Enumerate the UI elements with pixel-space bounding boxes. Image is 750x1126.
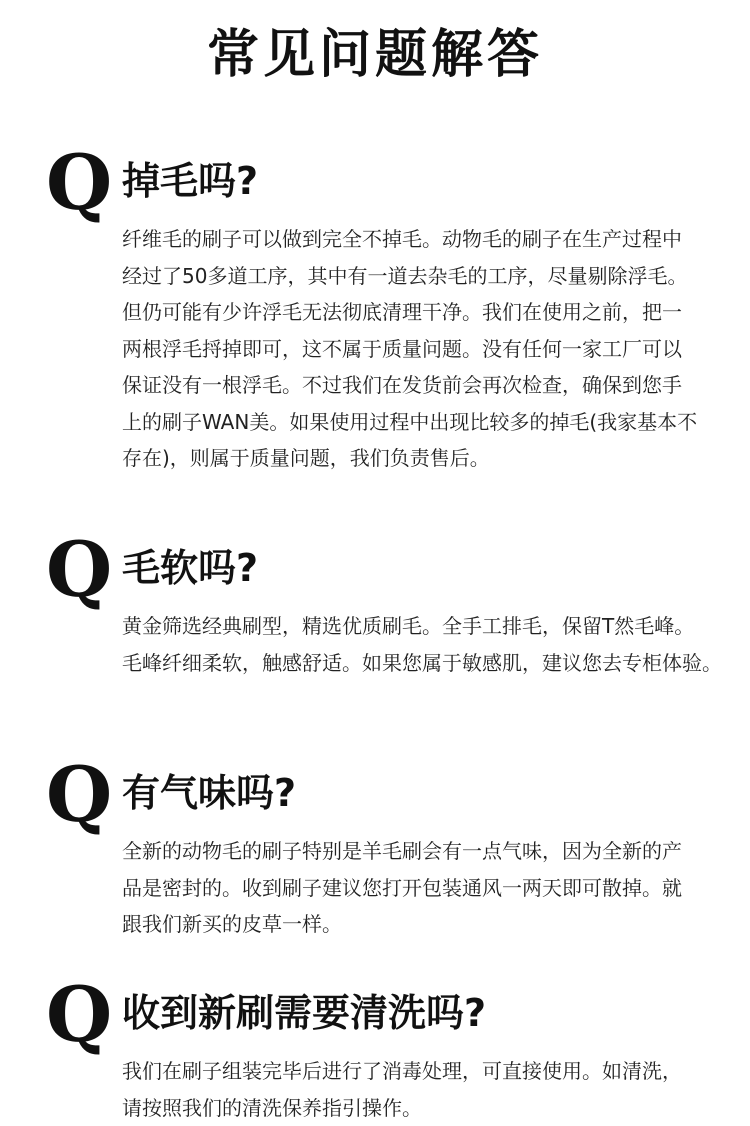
answer-line: 品是密封的。收到刷子建议您打开包装通风一两天即可散掉。就 [122, 870, 712, 907]
answer-text [122, 608, 712, 681]
answer-line: 我们在刷子组装完毕后进行了消毒处理，可直接使用。如清洗， [122, 1053, 712, 1090]
faq-item-cleaning [0, 977, 750, 1125]
answer-line: 全新的动物毛的刷子特别是羊毛刷会有一点气味，因为全新的产 [122, 833, 712, 870]
question-heading: 收到新刷需要清洗吗? [122, 985, 486, 1041]
page-title: 常见问题解答 [0, 20, 750, 90]
answer-line: 毛峰纤细柔软，触感舒适。如果您属于敏感肌，建议您去专柜体验。 [122, 645, 712, 682]
question-heading: 掉毛吗? [122, 153, 258, 209]
answer-line: 保证没有一根浮毛。不过我们在发货前会再次检查，确保到您手 [122, 367, 712, 404]
faq-item-softness [0, 532, 750, 692]
question-heading: 毛软吗? [122, 540, 258, 596]
answer-line: 跟我们新买的皮草一样。 [122, 906, 712, 943]
answer-line: 黄金筛选经典刷型，精选优质刷毛。全手工排毛，保留T然毛峰。 [122, 608, 712, 645]
q-letter-icon: Q [46, 145, 112, 221]
answer-line: 经过了50多道工序，其中有一道去杂毛的工序，尽量剔除浮毛。 [122, 258, 712, 295]
faq-item-shedding [0, 145, 750, 475]
question-heading: 有气味吗? [122, 765, 296, 821]
answer-text [122, 1053, 712, 1126]
answer-line: 纤维毛的刷子可以做到完全不掉毛。动物毛的刷子在生产过程中 [122, 221, 712, 258]
answer-line: 请按照我们的清洗保养指引操作。 [122, 1090, 712, 1126]
answer-line: 两根浮毛捋掉即可，这不属于质量问题。没有任何一家工厂可以 [122, 331, 712, 368]
answer-line: 上的刷子WAN美。如果使用过程中出现比较多的掉毛(我家基本不 [122, 404, 712, 441]
answer-text [122, 833, 712, 943]
answer-line: 存在)，则属于质量问题，我们负责售后。 [122, 440, 712, 477]
faq-item-odor [0, 757, 750, 937]
answer-text [122, 221, 712, 477]
q-letter-icon: Q [46, 532, 112, 608]
answer-line: 但仍可能有少许浮毛无法彻底清理干净。我们在使用之前，把一 [122, 294, 712, 331]
q-letter-icon: Q [46, 977, 112, 1053]
q-letter-icon: Q [46, 757, 112, 833]
